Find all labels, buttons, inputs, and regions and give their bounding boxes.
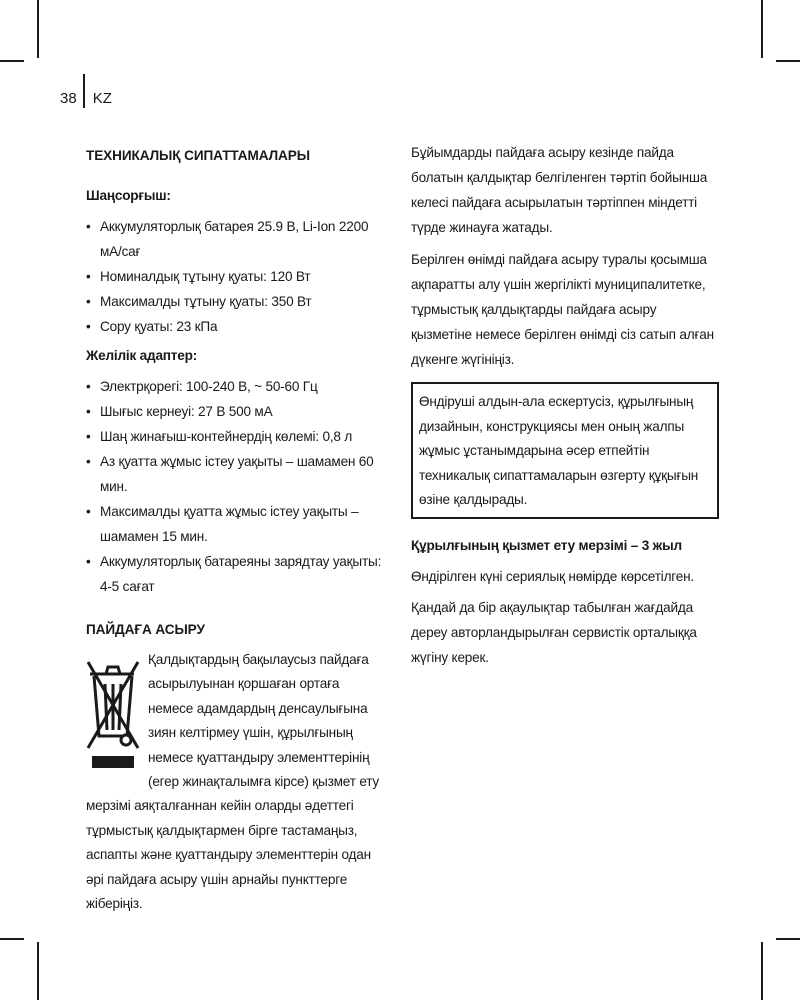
page-number: 38 xyxy=(60,89,77,107)
paragraph: Бұйымдарды пайдаға асыру кезінде пайда болатын қалдықтар белгіленген тәртіп бойынша келесі пайдаға асырылатын тәртіппен міндетті түрде жинауға жатады. xyxy=(411,145,708,235)
list-item: • Максималды қуатта жұмыс істеу уақыты – шамамен 15 мин. xyxy=(86,499,386,549)
crop-mark xyxy=(37,942,39,1000)
list-item: • Электрқорегі: 100-240 В, ~ 50-60 Гц xyxy=(86,374,386,399)
page-header xyxy=(60,88,112,108)
list-item: • Аккумуляторлық батарея 25.9 В, Li-Ion 2200 мА/сағ xyxy=(86,214,386,264)
recycling-text: Қалдықтардың бақылаусыз пайдаға асырылуынан қоршаған ортаға немесе адамдардың денсаулығына зиян келтірмеу үшін, құрылғының немесе қуаттандыру элементтерінің (егер жинақталымға кірсе) қызмет ету мерзімі аяқталғаннан кейін оларды әдеттегі тұрмыстық қалдықтармен бірге тастамаңыз, аспапты және қуаттандыру элементтерін одан әрі пайдаға асыру үшін арнайы пункттерге жіберіңіз. xyxy=(86,652,380,912)
list-item: • Шаң жинағыш-контейнердің көлемі: 0,8 л xyxy=(86,424,386,449)
list-item: • Аз қуатта жұмыс істеу уақыты – шамамен 60 мин. xyxy=(86,449,386,499)
right-column xyxy=(411,140,719,670)
list-item: • Максималды тұтыну қуаты: 350 Вт xyxy=(86,289,386,314)
crop-mark xyxy=(776,938,800,940)
language-code: KZ xyxy=(92,89,112,107)
list-item: • Сору қуаты: 23 кПа xyxy=(86,314,386,339)
vacuum-spec-list xyxy=(86,214,386,339)
vacuum-heading: Шаңсорғыш: xyxy=(86,188,171,203)
paragraph: Өндірілген күні сериялық нөмірде көрсетілген. xyxy=(411,568,694,584)
recycling-section xyxy=(86,648,386,916)
crop-mark xyxy=(776,60,800,62)
adapter-heading: Желілік адаптер: xyxy=(86,348,198,363)
specs-title: ТЕХНИКАЛЫҚ СИПАТТАМАЛАРЫ xyxy=(86,148,310,163)
list-item: • Номиналдық тұтыну қуаты: 120 Вт xyxy=(86,264,386,289)
crop-mark xyxy=(0,938,24,940)
recycling-title: ПАЙДАҒА АСЫРУ xyxy=(86,622,205,637)
crop-mark xyxy=(37,0,39,58)
list-item: • Аккумуляторлық батареяны зарядтау уақыты: 4-5 сағат xyxy=(86,549,386,599)
list-item: • Шығыс кернеуі: 27 В 500 мА xyxy=(86,399,386,424)
adapter-spec-list xyxy=(86,374,386,599)
left-column xyxy=(86,140,386,916)
crop-mark xyxy=(761,942,763,1000)
manufacturer-notice-box xyxy=(411,382,719,519)
notice-text: Өндіруші алдын-ала ескертусіз, құрылғының дизайнын, конструкциясы мен оның жалпы жұмыс ұстанымдарына әсер етпейтін техникалық сипаттамаларын өзгерту құқығын өзіне қалдырады. xyxy=(419,394,699,508)
crop-mark xyxy=(761,0,763,58)
paragraph: Берілген өнімді пайдаға асыру туралы қосымша ақпаратты алу үшін жергілікті муниципалитетке, тұрмыстық қалдықтарды пайдаға асыру қызметіне немесе берілген өнімді сіз сатып алған дүкенге жүгініңіз. xyxy=(411,252,714,367)
crop-mark xyxy=(0,60,24,62)
paragraph: Қандай да бір ақаулықтар табылған жағдайда дереу авторландырылған сервистік орталыққа жүгіну керек. xyxy=(411,599,697,665)
lifetime-heading: Құрылғының қызмет ету мерзімі – 3 жыл xyxy=(411,537,682,553)
crossed-out-wheelie-bin-icon xyxy=(86,652,140,772)
